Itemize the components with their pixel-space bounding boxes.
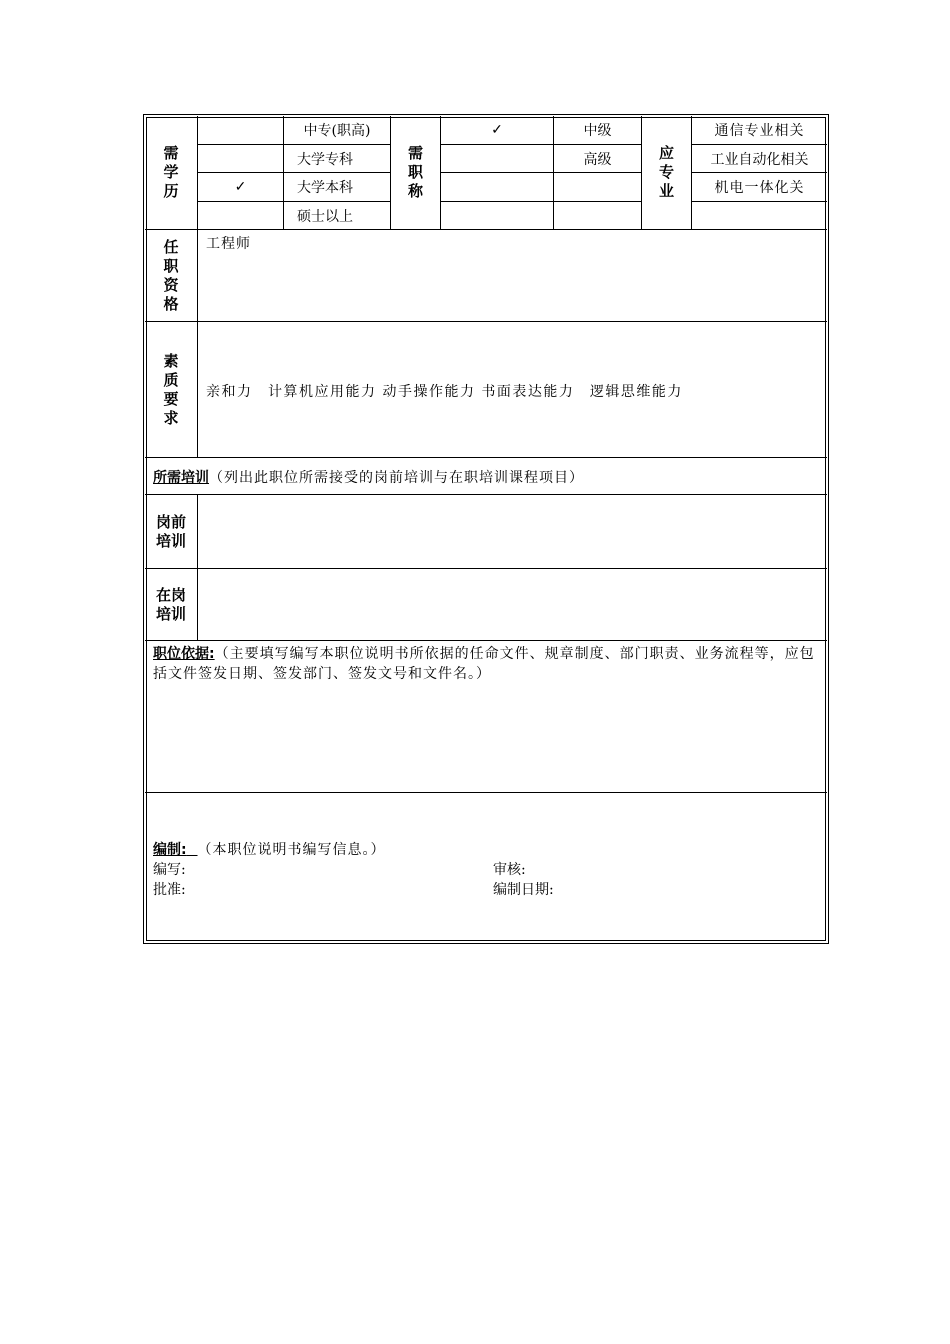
qualification-value[interactable]: 工程师 [206,236,251,252]
major-item-3: 机电一体化关 [714,180,805,196]
section-divider [145,457,827,458]
section-divider [145,321,827,322]
pre-training-label: 岗前培训 [155,512,186,550]
major-item-1: 通信专业相关 [714,123,805,139]
compile-header [153,839,386,859]
major-item-2: 工业自动化相关 [710,151,809,168]
section-divider [145,494,827,495]
on-training-label: 在岗培训 [155,585,186,623]
title-option-2: 高级 [583,151,612,168]
compile-heading: 编制: [153,842,187,858]
education-option-2: 大学专科 [297,151,353,168]
training-heading: 所需培训 [153,470,209,486]
title-option-3 [554,173,641,201]
education-check-2[interactable] [198,145,283,172]
education-option-4: 硕士以上 [297,208,353,225]
writer-field[interactable]: 编写: [153,862,186,878]
qualification-label: 任职资格 [163,237,179,313]
education-check-1[interactable] [198,116,283,144]
title-option-1: 中级 [583,123,612,139]
reviewer-field[interactable]: 审核: [493,862,526,878]
title-check-3[interactable] [441,173,553,201]
major-label: 应专业 [658,144,674,200]
title-check-4[interactable] [441,202,553,229]
title-option-4 [554,202,641,229]
major-item-4 [692,202,827,229]
section-divider [145,229,827,230]
title-check-2[interactable] [441,145,553,172]
approver-field[interactable]: 批准: [153,882,186,898]
compile-note: （本职位说明书编写信息。） [197,842,386,858]
basis-note: （主要填写编写本职位说明书所依据的任命文件、规章制度、部门职责、业务流程等，应包括文件签发日期、签发部门、签发文号和文件名。） [153,646,815,682]
title-label: 需职称 [407,144,423,200]
section-divider [145,640,827,641]
training-header [153,467,584,487]
education-check-3[interactable]: ✓ [234,179,247,195]
basis-block [153,644,821,684]
training-note: （列出此职位所需接受的岗前培训与在职培训课程项目） [209,470,584,486]
quality-value[interactable]: 亲和力 计算机应用能力 动手操作能力 书面表达能力 逻辑思维能力 [206,384,683,400]
section-divider [145,792,827,793]
col-divider [197,494,198,640]
section-divider [145,568,827,569]
title-check-1[interactable]: ✓ [491,122,503,138]
education-option-1: 中专(职高) [303,123,371,139]
date-field[interactable]: 编制日期: [493,882,554,898]
basis-heading: 职位依据: [153,646,215,662]
quality-label: 素质要求 [163,351,179,427]
education-label: 需学历 [163,144,179,200]
education-option-3: 大学本科 [297,180,353,196]
education-check-4[interactable] [198,202,283,229]
